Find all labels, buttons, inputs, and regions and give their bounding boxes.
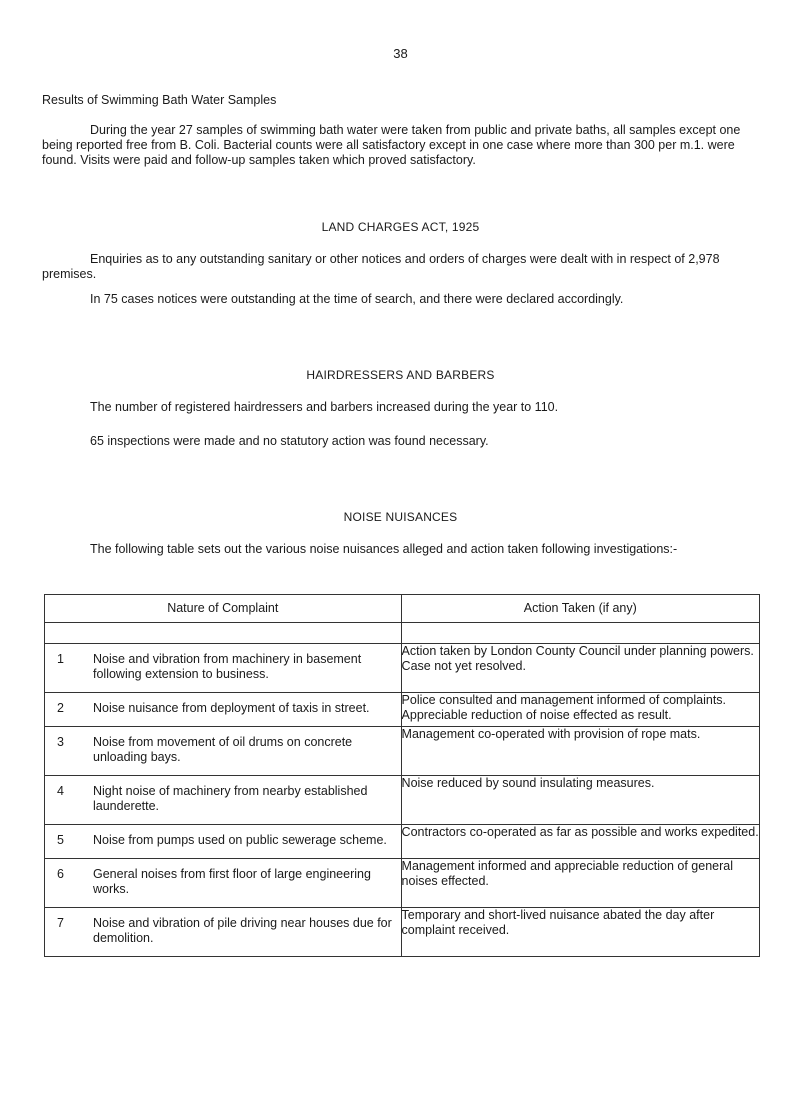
header-nature-of-complaint: Nature of Complaint bbox=[45, 595, 402, 623]
table-row bbox=[45, 727, 760, 776]
page-number: 38 bbox=[393, 46, 408, 61]
land-charges-paragraph-2: In 75 cases notices were outstanding at the time of search, and there were declared accordingly. bbox=[90, 292, 624, 306]
row-number: 5 bbox=[57, 833, 64, 847]
row-number: 2 bbox=[57, 701, 64, 715]
row-number: 6 bbox=[57, 867, 64, 881]
swimming-heading: Results of Swimming Bath Water Samples bbox=[42, 93, 277, 107]
action-text: Noise reduced by sound insulating measures. bbox=[401, 776, 759, 825]
noise-nuisances-heading: NOISE NUISANCES bbox=[343, 510, 458, 524]
action-text: Police consulted and management informed of complaints. Appreciable reduction of noise effected as result. bbox=[401, 693, 759, 727]
action-text: Management informed and appreciable reduction of general noises effected. bbox=[401, 859, 759, 908]
table-row bbox=[45, 859, 760, 908]
noise-intro-paragraph: The following table sets out the various noise nuisances alleged and action taken following investigations:- bbox=[90, 542, 678, 556]
row-number: 3 bbox=[57, 735, 64, 749]
complaint-text: Noise from movement of oil drums on concrete unloading bays. bbox=[93, 735, 353, 764]
header-action-taken: Action Taken (if any) bbox=[401, 595, 759, 623]
table-row bbox=[45, 644, 760, 693]
table-row bbox=[45, 693, 760, 727]
action-text: Contractors co-operated as far as possible and works expedited. bbox=[401, 825, 759, 859]
complaint-text: Noise from pumps used on public sewerage scheme. bbox=[93, 833, 387, 847]
row-number: 4 bbox=[57, 784, 64, 798]
table-spacer-row bbox=[45, 623, 760, 644]
table-row bbox=[45, 776, 760, 825]
table-row bbox=[45, 825, 760, 859]
swimming-paragraph: During the year 27 samples of swimming bath water were taken from public and private baths, all samples except one being reported free from B. Coli. Bacterial counts were all satisfactory except in one case where more than 300 per m.1. were found. Visits were paid and follow-up samples taken which proved satisfactory. bbox=[42, 123, 741, 167]
row-number: 1 bbox=[57, 652, 64, 666]
row-number: 7 bbox=[57, 916, 64, 930]
noise-nuisances-table bbox=[44, 594, 760, 957]
hairdressers-paragraph-1: The number of registered hairdressers and barbers increased during the year to 110. bbox=[90, 400, 559, 414]
action-text: Action taken by London County Council under planning powers. Case not yet resolved. bbox=[401, 644, 759, 693]
complaint-text: Noise and vibration from machinery in basement following extension to business. bbox=[93, 652, 362, 681]
complaint-text: Noise and vibration of pile driving near houses due for demolition. bbox=[93, 916, 392, 945]
table-row bbox=[45, 908, 760, 957]
complaint-text: General noises from first floor of large engineering works. bbox=[93, 867, 371, 896]
hairdressers-heading: HAIRDRESSERS AND BARBERS bbox=[306, 368, 495, 382]
complaint-text: Night noise of machinery from nearby established launderette. bbox=[93, 784, 368, 813]
complaint-text: Noise nuisance from deployment of taxis in street. bbox=[93, 701, 370, 715]
action-text: Temporary and short-lived nuisance abated the day after complaint received. bbox=[401, 908, 759, 957]
table-header-row bbox=[45, 595, 760, 623]
land-charges-heading: LAND CHARGES ACT, 1925 bbox=[321, 220, 480, 234]
land-charges-paragraph-1: Enquiries as to any outstanding sanitary or other notices and orders of charges were dealt with in respect of 2,978 premises. bbox=[42, 252, 720, 281]
hairdressers-paragraph-2: 65 inspections were made and no statutory action was found necessary. bbox=[90, 434, 489, 448]
action-text: Management co-operated with provision of rope mats. bbox=[401, 727, 759, 776]
